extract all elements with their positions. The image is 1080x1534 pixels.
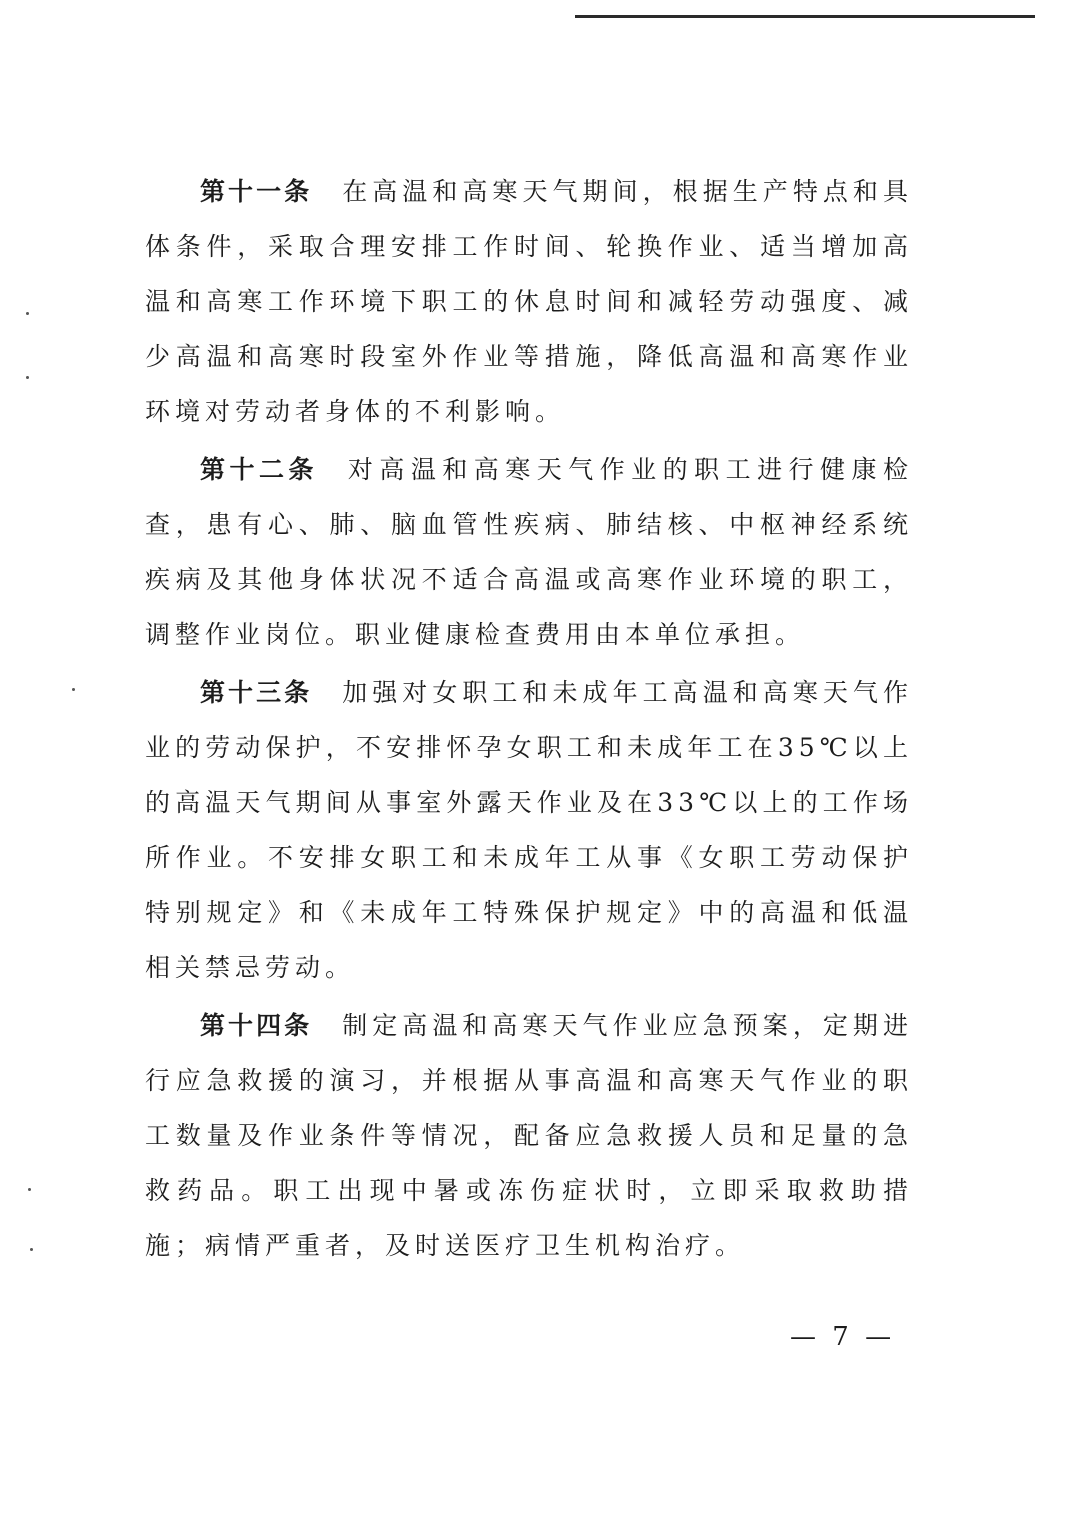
article-text: 加强对女职工和未成年工高温和高寒天气作业的劳动保护，不安排怀孕女职工和未成年工在35℃以上的高温天气期间从事室外露天作业及在33℃以上的工作场所作业。不安排女职工和未成年工从事《女职工劳动保护特别规定》和《未成年工特殊保护规定》中的高温和低温相关禁忌劳动。 [145, 678, 913, 982]
article-heading: 第十三条 [200, 678, 313, 707]
article-heading: 第十一条 [200, 177, 313, 206]
scan-speck [26, 312, 29, 315]
article-13 [145, 665, 913, 995]
article-14 [145, 998, 913, 1273]
scan-speck [72, 688, 75, 691]
article-heading: 第十二条 [200, 455, 318, 484]
article-heading: 第十四条 [200, 1011, 313, 1040]
article-text: 在高温和高寒天气期间，根据生产特点和具体条件，采取合理安排工作时间、轮换作业、适当增加高温和高寒工作环境下职工的休息时间和减轻劳动强度、减少高温和高寒时段室外作业等措施，降低高温和高寒作业环境对劳动者身体的不利影响。 [145, 177, 913, 426]
document-body [145, 164, 913, 1276]
scan-speck [28, 1188, 31, 1191]
article-text: 制定高温和高寒天气作业应急预案，定期进行应急救援的演习，并根据从事高温和高寒天气作业的职工数量及作业条件等情况，配备应急救援人员和足量的急救药品。职工出现中暑或冻伤症状时，立即采取救助措施；病情严重者，及时送医疗卫生机构治疗。 [145, 1011, 913, 1260]
scan-speck [30, 1248, 33, 1251]
article-12 [145, 442, 913, 662]
top-rule [575, 15, 1035, 18]
page-number: — 7 — [790, 1322, 896, 1352]
article-11 [145, 164, 913, 439]
article-text: 对高温和高寒天气作业的职工进行健康检查，患有心、肺、脑血管性疾病、肺结核、中枢神经系统疾病及其他身体状况不适合高温或高寒作业环境的职工，调整作业岗位。职业健康检查费用由本单位承担。 [145, 455, 913, 649]
scan-speck [26, 376, 29, 379]
